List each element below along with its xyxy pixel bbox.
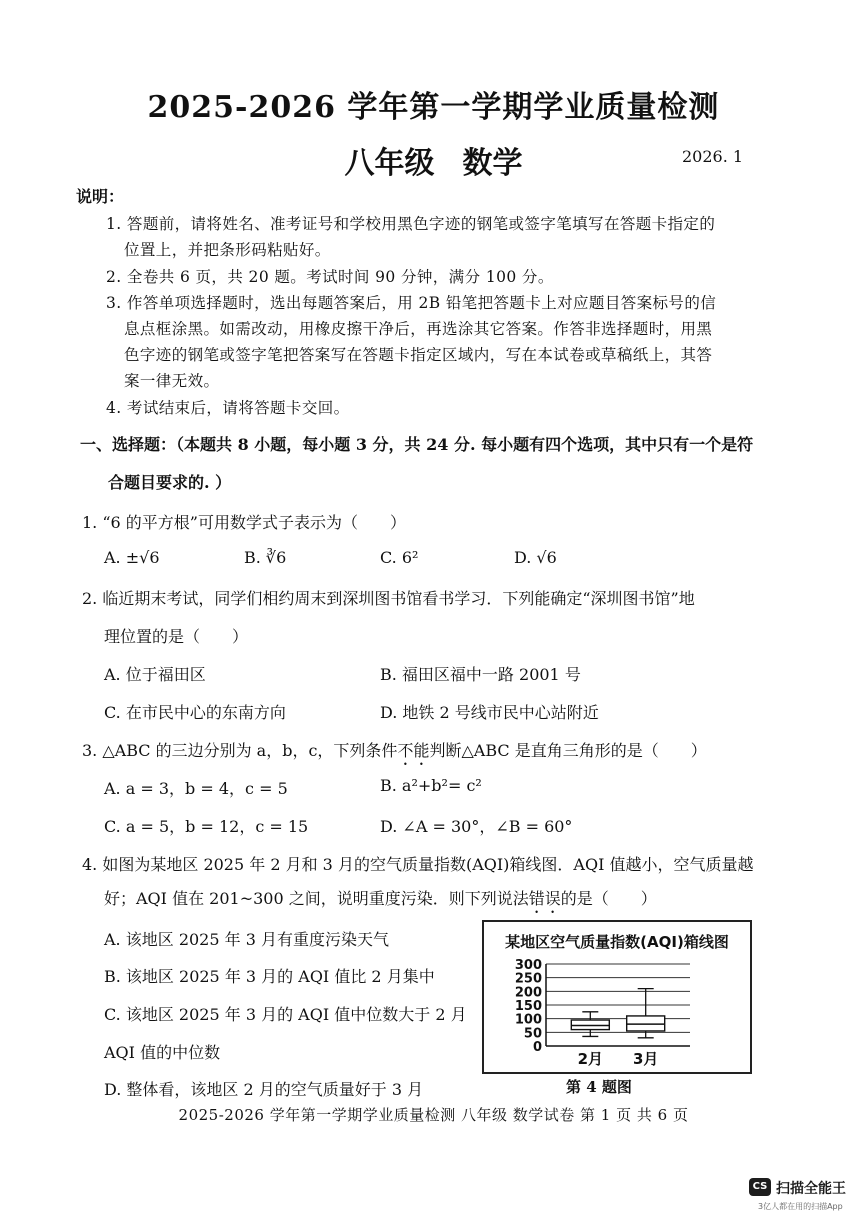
x-category-label: 3月: [632, 1050, 659, 1068]
section-heading-cont: 合题目要求的. ）: [108, 473, 232, 492]
exam-date: 2026. 1: [682, 147, 744, 166]
q2-option-a: A. 位于福田区: [104, 665, 206, 684]
question-2-stem-cont: 理位置的是（ ）: [104, 627, 249, 646]
y-tick-label: 100: [514, 1012, 542, 1028]
y-tick-label: 150: [514, 999, 542, 1014]
question-1-stem: 1. “6 的平方根”可用数学式子表示为（ ）: [82, 513, 406, 532]
q4-option-c-cont: AQI 值的中位数: [104, 1043, 221, 1062]
q2-option-d: D. 地铁 2 号线市民中心站附近: [380, 703, 599, 722]
q1-option-b: B. ∛6: [244, 548, 287, 567]
q4-stem-post: 的是（ ）: [560, 889, 657, 908]
note-line: 案一律无效。: [124, 372, 220, 390]
q4-option-b: B. 该地区 2025 年 3 月的 AQI 值比 2 月集中: [104, 967, 435, 986]
note-line: 2. 全卷共 6 页，共 20 题。考试时间 90 分钟，满分 100 分。: [106, 268, 554, 286]
q4-stem-pre: 好；AQI 值在 201~300 之间，说明重度污染．则下列说法: [104, 889, 529, 908]
question-2-stem: 2. 临近期末考试，同学们相约周末到深圳图书馆看书学习．下列能确定“深圳图书馆”地: [82, 589, 695, 608]
aqi-boxplot-svg: [484, 922, 750, 1072]
figure-caption: 第 4 题图: [566, 1078, 632, 1096]
y-tick-label: 200: [514, 985, 542, 1001]
q3-option-d: D. ∠A = 30°，∠B = 60°: [380, 817, 573, 836]
q2-option-b: B. 福田区福中一路 2001 号: [380, 665, 581, 684]
camscanner-tagline: 3亿人都在用的扫描App: [758, 1202, 843, 1211]
note-line: 位置上，并把条形码粘贴好。: [124, 241, 331, 259]
exam-title: 2025-2026 学年第一学期学业质量检测: [147, 90, 720, 125]
chart-title: 某地区空气质量指数(AQI)箱线图: [505, 933, 729, 951]
q1-option-a: A. ±√6: [104, 548, 160, 567]
notes-heading: 说明：: [76, 187, 125, 206]
q4-option-c: C. 该地区 2025 年 3 月的 AQI 值中位数大于 2 月: [104, 1005, 467, 1024]
note-line: 3. 作答单项选择题时，选出每题答案后，用 2B 铅笔把答题卡上对应题目答案标号的信: [106, 294, 717, 312]
question-4-stem-cont: [104, 886, 657, 917]
q1-option-c: C. 6²: [380, 548, 419, 567]
q4-option-d: D. 整体看，该地区 2 月的空气质量好于 3 月: [104, 1080, 424, 1099]
note-line: 色字迹的钢笔或签字笔把答案写在答题卡指定区域内，写在本试卷或草稿纸上，其答: [124, 346, 713, 364]
aqi-boxplot-figure: [482, 920, 752, 1074]
y-tick-label: 300: [514, 958, 542, 973]
camscanner-logo-icon: CS: [749, 1178, 771, 1196]
section-heading: 一、选择题：（本题共 8 小题，每小题 3 分，共 24 分. 每小题有四个选项，其中只有一个是符: [80, 435, 754, 454]
q2-option-c: C. 在市民中心的东南方向: [104, 703, 286, 722]
note-line: 1. 答题前，请将姓名、准考证号和学校用黑色字迹的钢笔或签字笔填写在答题卡指定的: [106, 215, 716, 233]
camscanner-name: 扫描全能王: [776, 1181, 846, 1197]
subject-label: 数学: [462, 146, 523, 181]
q3-stem-pre: 3. △ABC 的三边分别为 a，b，c，下列条件: [82, 741, 398, 760]
x-category-label: 2月: [577, 1050, 604, 1068]
question-4-stem: 4. 如图为某地区 2025 年 2 月和 3 月的空气质量指数(AQI)箱线图．AQI 值越小，空气质量越: [82, 855, 754, 874]
q3-stem-emphasis: 不能: [397, 741, 430, 760]
q4-stem-emphasis: 错误: [528, 889, 561, 908]
y-tick-label: 50: [523, 1026, 542, 1042]
q3-option-c: C. a = 5，b = 12，c = 15: [104, 817, 309, 836]
y-tick-label: 0: [532, 1040, 542, 1055]
y-tick-label: 250: [514, 971, 542, 987]
q3-option-a: A. a = 3，b = 4，c = 5: [104, 779, 288, 798]
q4-option-a: A. 该地区 2025 年 3 月有重度污染天气: [104, 930, 389, 949]
question-3-stem: [82, 738, 707, 769]
q3-stem-post: 判断△ABC 是直角三角形的是（ ）: [429, 741, 707, 760]
page-footer: 2025-2026 学年第一学期学业质量检测 八年级 数学试卷 第 1 页 共 6 页: [178, 1106, 689, 1124]
q3-option-b: B. a²+b²= c²: [380, 776, 482, 795]
note-line: 4. 考试结束后，请将答题卡交回。: [106, 399, 350, 417]
grade-label: 八年级: [344, 146, 435, 181]
q1-option-d: D. √6: [514, 548, 557, 567]
note-line: 息点框涂黑。如需改动，用橡皮擦干净后，再选涂其它答案。作答非选择题时，用黑: [124, 320, 713, 338]
